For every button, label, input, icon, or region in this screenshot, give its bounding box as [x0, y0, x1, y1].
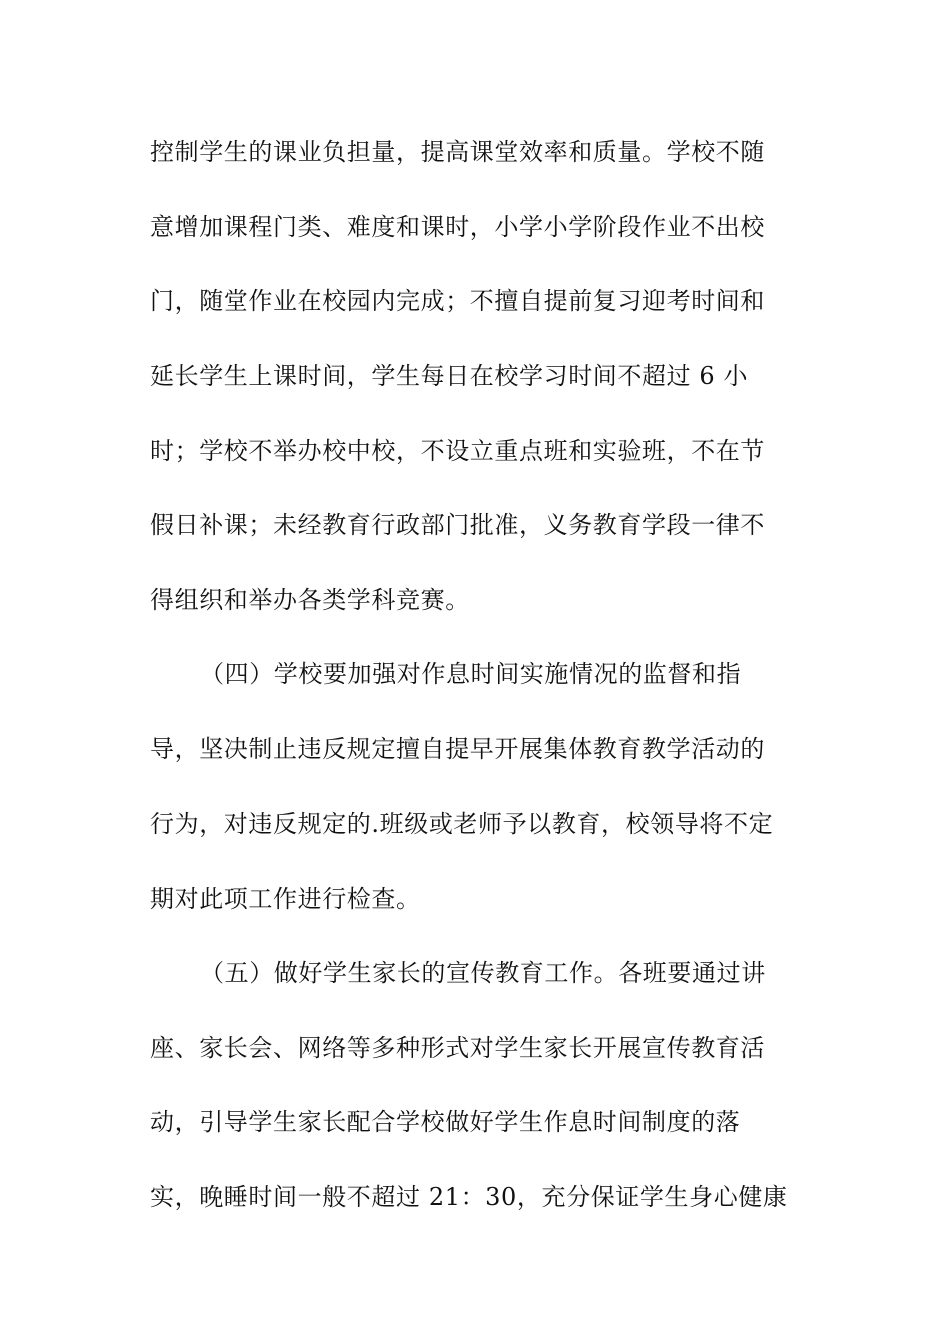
- text-line: 实，晚睡时间一般不超过 21：30，充分保证学生身心健康: [150, 1183, 788, 1211]
- text-line: 控制学生的课业负担量，提高课堂效率和质量。学校不随: [150, 138, 765, 166]
- text-line: 假日补课；未经教育行政部门批准，义务教育学段一律不: [150, 511, 765, 539]
- paragraph-heading-5: （五）做好学生家长的宣传教育工作。各班要通过讲: [200, 959, 766, 987]
- text-line: 座、家长会、网络等多种形式对学生家长开展宣传教育活: [150, 1034, 765, 1062]
- paragraph-heading-4: （四）学校要加强对作息时间实施情况的监督和指: [200, 660, 742, 688]
- text-line: 期对此项工作进行检查。: [150, 885, 421, 913]
- text-line: 行为，对违反规定的.班级或老师予以教育，校领导将不定: [150, 810, 774, 838]
- text-line: 时；学校不举办校中校，不设立重点班和实验班，不在节: [150, 437, 765, 465]
- text-line: 延长学生上课时间，学生每日在校学习时间不超过 6 小: [150, 362, 749, 390]
- text-line: 得组织和举办各类学科竞赛。: [150, 586, 470, 614]
- text-line: 导，坚决制止违反规定擅自提早开展集体教育教学活动的: [150, 735, 765, 763]
- text-line: 门，随堂作业在校园内完成；不擅自提前复习迎考时间和: [150, 287, 765, 315]
- text-line: 意增加课程门类、难度和课时，小学小学阶段作业不出校: [150, 213, 765, 241]
- text-line: 动，引导学生家长配合学校做好学生作息时间制度的落: [150, 1108, 741, 1136]
